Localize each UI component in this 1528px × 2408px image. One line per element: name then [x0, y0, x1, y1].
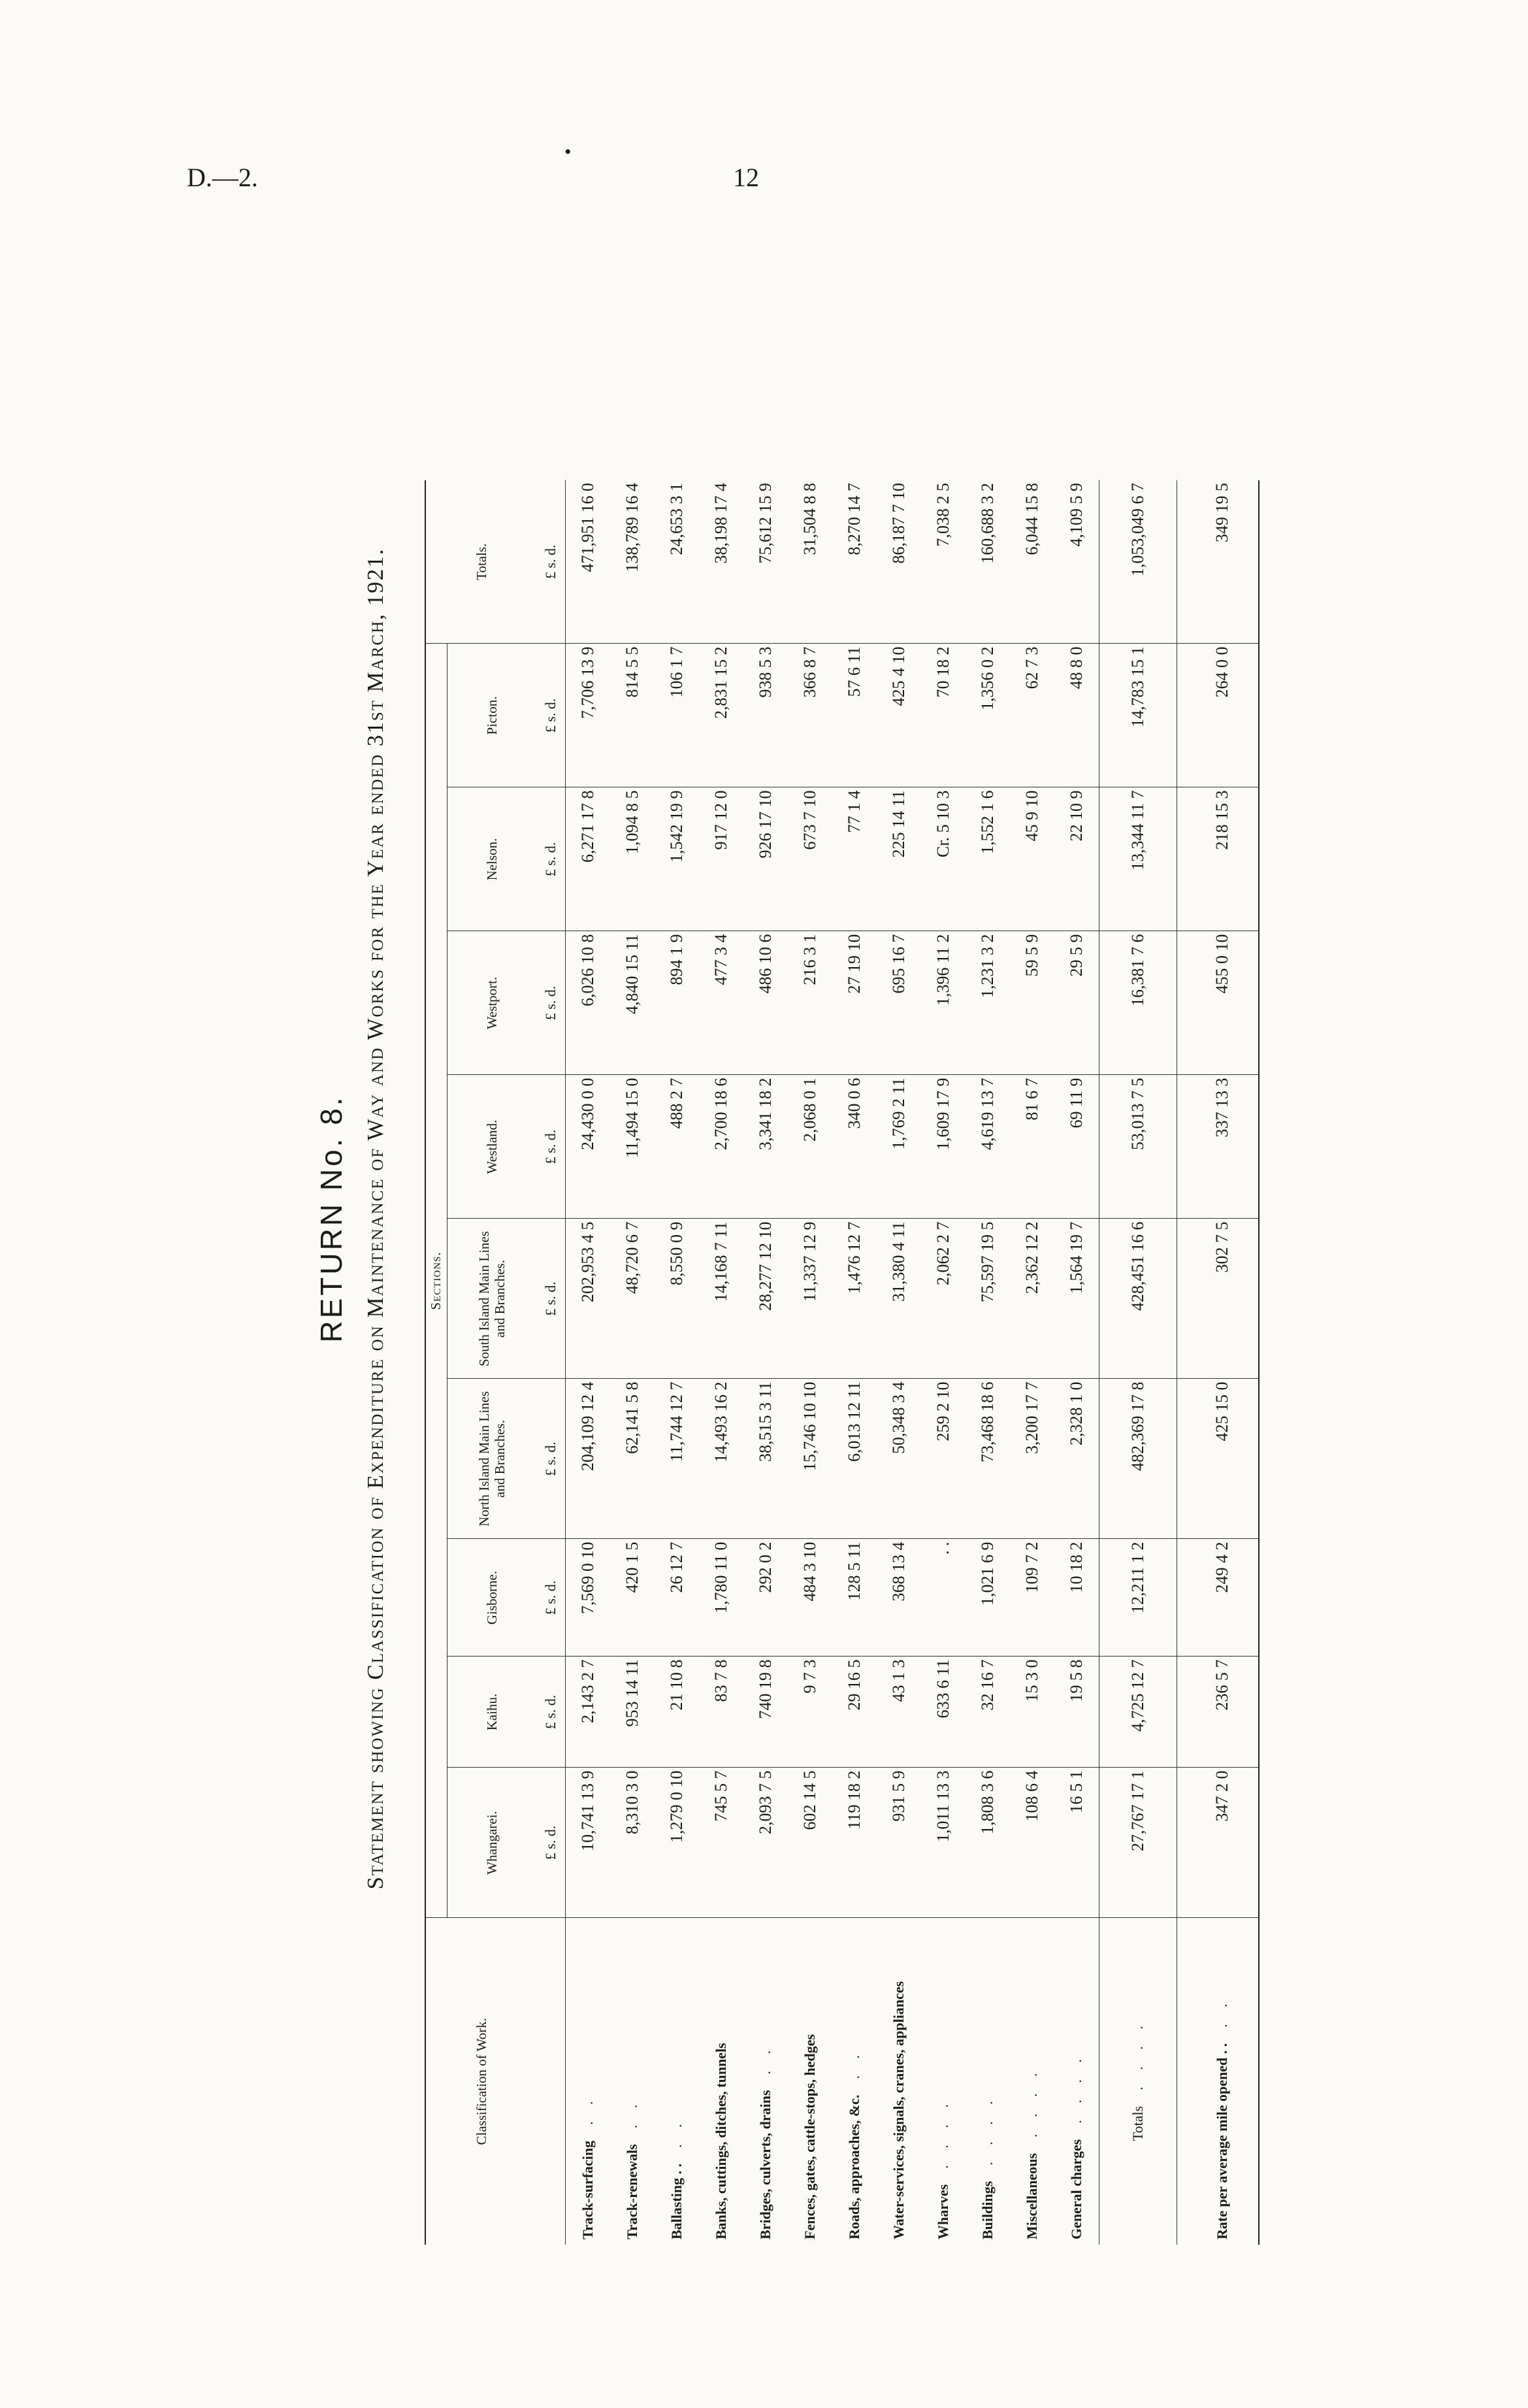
cell-north-island: 2,328 1 0	[1054, 1379, 1099, 1539]
cell-totals: 75,612 15 9	[743, 480, 788, 644]
units-nelson: £ s. d.	[538, 787, 566, 931]
cell-north-island: 3,200 17 7	[1010, 1379, 1054, 1539]
row-label	[1099, 1918, 1177, 2245]
cell-totals: 7,038 2 5	[921, 480, 966, 644]
cell-north-island: 50,348 3 4	[877, 1379, 921, 1539]
row-label-text: Rate per average mile opened . .	[1214, 2043, 1231, 2239]
cell-south-island: 1,476 12 7	[832, 1219, 877, 1379]
cell-westport: 29 5 9	[1054, 931, 1099, 1075]
cell-picton: 14,783 15 1	[1099, 644, 1177, 787]
cell-kaihu: 953 14 11	[610, 1657, 655, 1768]
row-label	[788, 1918, 832, 2245]
table-row	[743, 480, 788, 2245]
cell-totals: 138,789 16 4	[610, 480, 655, 644]
cell-westport: 59 5 9	[1010, 931, 1054, 1075]
cell-kaihu: 236 5 7	[1186, 1657, 1259, 1768]
cell-westport: 4,840 15 11	[610, 931, 655, 1075]
picton-header: Picton.	[447, 644, 538, 787]
cell-gisborne: . .	[921, 1539, 966, 1657]
cell-gisborne: 292 0 2	[743, 1539, 788, 1657]
units-gisborne: £ s. d.	[538, 1539, 566, 1657]
units-westland: £ s. d.	[538, 1075, 566, 1219]
cell-totals: 160,688 3 2	[966, 480, 1010, 644]
spacer-cell	[1177, 1657, 1187, 1768]
cell-whangarei: 2,093 7 5	[743, 1768, 788, 1918]
row-label	[610, 1918, 655, 2245]
table-row	[610, 480, 655, 2245]
cell-gisborne: 128 5 11	[832, 1539, 877, 1657]
table-body	[566, 480, 1260, 2245]
cell-south-island: 202,953 4 5	[566, 1219, 611, 1379]
spacer-cell	[1177, 1219, 1187, 1379]
cell-totals: 86,187 7 10	[877, 480, 921, 644]
row-label-text: Roads, approaches, &c.	[846, 2094, 863, 2239]
cell-westport: 1,231 3 2	[966, 931, 1010, 1075]
cell-north-island: 11,744 12 7	[655, 1379, 699, 1539]
report-code: D.—2.	[187, 163, 258, 192]
table-row	[1054, 480, 1099, 2245]
cell-south-island: 48,720 6 7	[610, 1219, 655, 1379]
spacer-cell	[1177, 644, 1187, 787]
cell-westland: 11,494 15 0	[610, 1075, 655, 1219]
table-row	[877, 480, 921, 2245]
totals-header: Totals.	[425, 480, 538, 644]
cell-kaihu: 740 19 8	[743, 1657, 788, 1768]
cell-westland: 53,013 7 5	[1099, 1075, 1177, 1219]
cell-whangarei: 119 18 2	[832, 1768, 877, 1918]
nelson-header: Nelson.	[447, 787, 538, 931]
cell-westland: 2,068 0 1	[788, 1075, 832, 1219]
cell-whangarei: 16 5 1	[1054, 1768, 1099, 1918]
cell-totals: 31,504 8 8	[788, 480, 832, 644]
units-picton: £ s. d.	[538, 644, 566, 787]
cell-nelson: 22 10 9	[1054, 787, 1099, 931]
table-row	[921, 480, 966, 2245]
cell-gisborne: 420 1 5	[610, 1539, 655, 1657]
row-label-text: Miscellaneous	[1024, 2153, 1041, 2239]
row-leader-dots: . .	[757, 2043, 774, 2075]
spacer-cell	[1177, 480, 1187, 644]
cell-gisborne: 1,021 6 9	[966, 1539, 1010, 1657]
cell-picton: 62 7 3	[1010, 644, 1054, 787]
cell-whangarei: 1,279 0 10	[655, 1768, 699, 1918]
page-number: 12	[733, 163, 759, 192]
cell-nelson: 45 9 10	[1010, 787, 1054, 931]
row-leader-dots: . . . .	[1068, 2053, 1085, 2124]
spacer-cell	[1177, 1918, 1187, 2245]
row-label	[1010, 1918, 1054, 2245]
row-label-text: General charges	[1068, 2139, 1085, 2239]
cell-westland: 2,700 18 6	[699, 1075, 743, 1219]
cell-north-island: 204,109 12 4	[566, 1379, 611, 1539]
cell-picton: 938 5 3	[743, 644, 788, 787]
table-row	[788, 480, 832, 2245]
cell-north-island: 425 15 0	[1186, 1379, 1259, 1539]
cell-gisborne: 10 18 2	[1054, 1539, 1099, 1657]
whangarei-header: Whangarei.	[447, 1768, 538, 1918]
cell-kaihu: 15 3 0	[1010, 1657, 1054, 1768]
row-label	[566, 1918, 611, 2245]
cell-gisborne: 109 7 2	[1010, 1539, 1054, 1657]
cell-westland: 488 2 7	[655, 1075, 699, 1219]
cell-south-island: 2,362 12 2	[1010, 1219, 1054, 1379]
cell-kaihu: 32 16 7	[966, 1657, 1010, 1768]
cell-picton: 366 8 7	[788, 644, 832, 787]
cell-picton: 2,831 15 2	[699, 644, 743, 787]
cell-picton: 57 6 11	[832, 644, 877, 787]
table-row	[1010, 480, 1054, 2245]
cell-north-island: 259 2 10	[921, 1379, 966, 1539]
spacer-row	[1177, 480, 1187, 2245]
cell-westland: 3,341 18 2	[743, 1075, 788, 1219]
cell-north-island: 6,013 12 11	[832, 1379, 877, 1539]
cell-totals: 1,053,049 6 7	[1099, 480, 1177, 644]
cell-whangarei: 931 5 9	[877, 1768, 921, 1918]
row-label	[877, 1918, 921, 2245]
cell-westland: 1,609 17 9	[921, 1075, 966, 1219]
cell-westland: 4,619 13 7	[966, 1075, 1010, 1219]
units-blank	[538, 1918, 566, 2245]
cell-north-island: 73,468 18 6	[966, 1379, 1010, 1539]
cell-kaihu: 21 10 8	[655, 1657, 699, 1768]
cell-picton: 814 5 5	[610, 644, 655, 787]
cell-kaihu: 19 5 8	[1054, 1657, 1099, 1768]
statement-subtitle: Statement showing Classification of Expenditure on Maintenance of Way and Works for the Year ended 31st March, 1921.	[363, 548, 388, 1890]
cell-south-island: 11,337 12 9	[788, 1219, 832, 1379]
westport-header: Westport.	[447, 931, 538, 1075]
row-leader-dots: . .	[846, 2049, 863, 2079]
row-label	[1054, 1918, 1099, 2245]
cell-whangarei: 602 14 5	[788, 1768, 832, 1918]
row-leader-dots: . .	[624, 2098, 641, 2129]
table-row	[699, 480, 743, 2245]
gisborne-header: Gisborne.	[447, 1539, 538, 1657]
cell-westport: 455 0 10	[1186, 931, 1259, 1075]
row-label-text: Bridges, culverts, drains	[757, 2090, 774, 2239]
cell-nelson: 673 7 10	[788, 787, 832, 931]
table-row	[655, 480, 699, 2245]
cell-westland: 81 6 7	[1010, 1075, 1054, 1219]
cell-totals: 4,109 5 9	[1054, 480, 1099, 644]
row-label-text: Ballasting . .	[668, 2163, 685, 2239]
cell-gisborne: 249 4 2	[1186, 1539, 1259, 1657]
cell-gisborne: 7,569 0 10	[566, 1539, 611, 1657]
cell-kaihu: 4,725 12 7	[1099, 1657, 1177, 1768]
cell-nelson: 225 14 11	[877, 787, 921, 931]
kaihu-header: Kaihu.	[447, 1657, 538, 1768]
cell-nelson: 6,271 17 8	[566, 787, 611, 931]
row-leader-dots: . .	[579, 2094, 596, 2125]
rate-row	[1186, 480, 1259, 2245]
spacer-cell	[1177, 1379, 1187, 1539]
row-label	[1186, 1918, 1259, 2245]
cell-picton: 48 8 0	[1054, 644, 1099, 787]
row-label-text: Banks, cuttings, ditches, tunnels	[713, 2043, 730, 2239]
cell-kaihu: 83 7 8	[699, 1657, 743, 1768]
cell-picton: 1,356 0 2	[966, 644, 1010, 787]
cell-picton: 106 1 7	[655, 644, 699, 787]
cell-picton: 7,706 13 9	[566, 644, 611, 787]
cell-north-island: 62,141 5 8	[610, 1379, 655, 1539]
spacer-cell	[1177, 931, 1187, 1075]
cell-totals: 38,198 17 4	[699, 480, 743, 644]
table-row	[566, 480, 611, 2245]
cell-south-island: 1,564 19 7	[1054, 1219, 1099, 1379]
cell-totals: 8,270 14 7	[832, 480, 877, 644]
cell-north-island: 482,369 17 8	[1099, 1379, 1177, 1539]
cell-nelson: Cr. 5 10 3	[921, 787, 966, 931]
cell-gisborne: 26 12 7	[655, 1539, 699, 1657]
cell-westport: 695 16 7	[877, 931, 921, 1075]
classification-header: Classification of Work.	[425, 1918, 538, 2245]
cell-gisborne: 1,780 11 0	[699, 1539, 743, 1657]
cell-nelson: 1,094 8 5	[610, 787, 655, 931]
spacer-cell	[1177, 787, 1187, 931]
cell-kaihu: 29 16 5	[832, 1657, 877, 1768]
row-leader-dots: . .	[668, 2117, 685, 2148]
row-label-text: Track-surfacing	[579, 2140, 596, 2239]
cell-south-island: 8,550 0 9	[655, 1219, 699, 1379]
row-label-text: Water-services, signals, cranes, appliances	[890, 1981, 907, 2239]
cell-south-island: 28,277 12 10	[743, 1219, 788, 1379]
row-label-text: Fences, gates, cattle-stops, hedges	[802, 2034, 819, 2239]
spacer-cell	[1177, 1768, 1187, 1918]
cell-westport: 27 19 10	[832, 931, 877, 1075]
row-label-text: Track-renewals	[624, 2144, 641, 2239]
cell-whangarei: 10,741 13 9	[566, 1768, 611, 1918]
cell-nelson: 917 12 0	[699, 787, 743, 931]
north-island-header: North Island Main Lines and Branches.	[447, 1379, 538, 1539]
page-mark: •	[564, 141, 572, 163]
row-leader-dots: . .	[1214, 1997, 1231, 2028]
row-label-text: Totals	[1130, 2105, 1146, 2141]
cell-westland: 24,430 0 0	[566, 1075, 611, 1219]
cell-picton: 70 18 2	[921, 644, 966, 787]
cell-north-island: 14,493 16 2	[699, 1379, 743, 1539]
cell-nelson: 77 1 4	[832, 787, 877, 931]
cell-whangarei: 108 6 4	[1010, 1768, 1054, 1918]
cell-westland: 69 11 9	[1054, 1075, 1099, 1219]
cell-totals: 6,044 15 8	[1010, 480, 1054, 644]
cell-whangarei: 1,011 13 3	[921, 1768, 966, 1918]
cell-kaihu: 633 6 11	[921, 1657, 966, 1768]
row-leader-dots: . . . .	[935, 2098, 952, 2169]
cell-gisborne: 368 13 4	[877, 1539, 921, 1657]
cell-south-island: 31,380 4 11	[877, 1219, 921, 1379]
expenditure-table	[425, 480, 1260, 2245]
row-label	[743, 1918, 788, 2245]
cell-picton: 264 0 0	[1186, 644, 1259, 787]
units-whangarei: £ s. d.	[538, 1768, 566, 1918]
totals-row	[1099, 480, 1177, 2245]
cell-nelson: 926 17 10	[743, 787, 788, 931]
cell-nelson: 1,552 1 6	[966, 787, 1010, 931]
cell-north-island: 15,746 10 10	[788, 1379, 832, 1539]
cell-westport: 216 3 1	[788, 931, 832, 1075]
units-kaihu: £ s. d.	[538, 1657, 566, 1768]
cell-kaihu: 2,143 2 7	[566, 1657, 611, 1768]
units-totals: £ s. d.	[538, 480, 566, 644]
cell-westport: 477 3 4	[699, 931, 743, 1075]
cell-south-island: 2,062 2 7	[921, 1219, 966, 1379]
westland-header: Westland.	[447, 1075, 538, 1219]
cell-westport: 894 1 9	[655, 931, 699, 1075]
cell-westland: 337 13 3	[1186, 1075, 1259, 1219]
row-label	[655, 1918, 699, 2245]
cell-whangarei: 1,808 3 6	[966, 1768, 1010, 1918]
cell-nelson: 218 15 3	[1186, 787, 1259, 931]
return-title: RETURN No. 8.	[314, 1095, 348, 1343]
cell-whangarei: 27,767 17 1	[1099, 1768, 1177, 1918]
table-row	[966, 480, 1010, 2245]
row-label-text: Wharves	[935, 2184, 952, 2239]
cell-westport: 6,026 10 8	[566, 931, 611, 1075]
cell-westport: 16,381 7 6	[1099, 931, 1177, 1075]
cell-whangarei: 8,310 3 0	[610, 1768, 655, 1918]
cell-north-island: 38,515 3 11	[743, 1379, 788, 1539]
sections-header: Sections.	[425, 644, 447, 1918]
cell-totals: 24,653 3 1	[655, 480, 699, 644]
cell-nelson: 13,344 11 7	[1099, 787, 1177, 931]
cell-gisborne: 484 3 10	[788, 1539, 832, 1657]
cell-kaihu: 9 7 3	[788, 1657, 832, 1768]
row-label	[921, 1918, 966, 2245]
spacer-cell	[1177, 1075, 1187, 1219]
cell-westland: 1,769 2 11	[877, 1075, 921, 1219]
cell-gisborne: 12,211 1 2	[1099, 1539, 1177, 1657]
cell-totals: 471,951 16 0	[566, 480, 611, 644]
row-leader-dots: . . . .	[979, 2094, 996, 2166]
cell-south-island: 75,597 19 5	[966, 1219, 1010, 1379]
cell-whangarei: 745 5 7	[699, 1768, 743, 1918]
spacer-cell	[1177, 1539, 1187, 1657]
cell-south-island: 428,451 16 6	[1099, 1219, 1177, 1379]
cell-south-island: 302 7 5	[1186, 1219, 1259, 1379]
cell-south-island: 14,168 7 11	[699, 1219, 743, 1379]
cell-westport: 1,396 11 2	[921, 931, 966, 1075]
row-label	[699, 1918, 743, 2245]
cell-picton: 425 4 10	[877, 644, 921, 787]
row-label-text: Buildings	[979, 2181, 996, 2239]
row-leader-dots: . . . .	[1130, 2019, 1146, 2090]
row-label	[832, 1918, 877, 2245]
row-leader-dots: . . . .	[1024, 2066, 1041, 2137]
rotated-page-content	[229, 140, 1339, 2297]
south-island-header: South Island Main Lines and Branches.	[447, 1219, 538, 1379]
cell-kaihu: 43 1 3	[877, 1657, 921, 1768]
units-south-island: £ s. d.	[538, 1219, 566, 1379]
cell-westland: 340 0 6	[832, 1075, 877, 1219]
row-label	[966, 1918, 1010, 2245]
units-north-island: £ s. d.	[538, 1379, 566, 1539]
cell-totals: 349 19 5	[1186, 480, 1259, 644]
table-row	[832, 480, 877, 2245]
units-westport: £ s. d.	[538, 931, 566, 1075]
cell-westport: 486 10 6	[743, 931, 788, 1075]
cell-nelson: 1,542 19 9	[655, 787, 699, 931]
cell-whangarei: 347 2 0	[1186, 1768, 1259, 1918]
